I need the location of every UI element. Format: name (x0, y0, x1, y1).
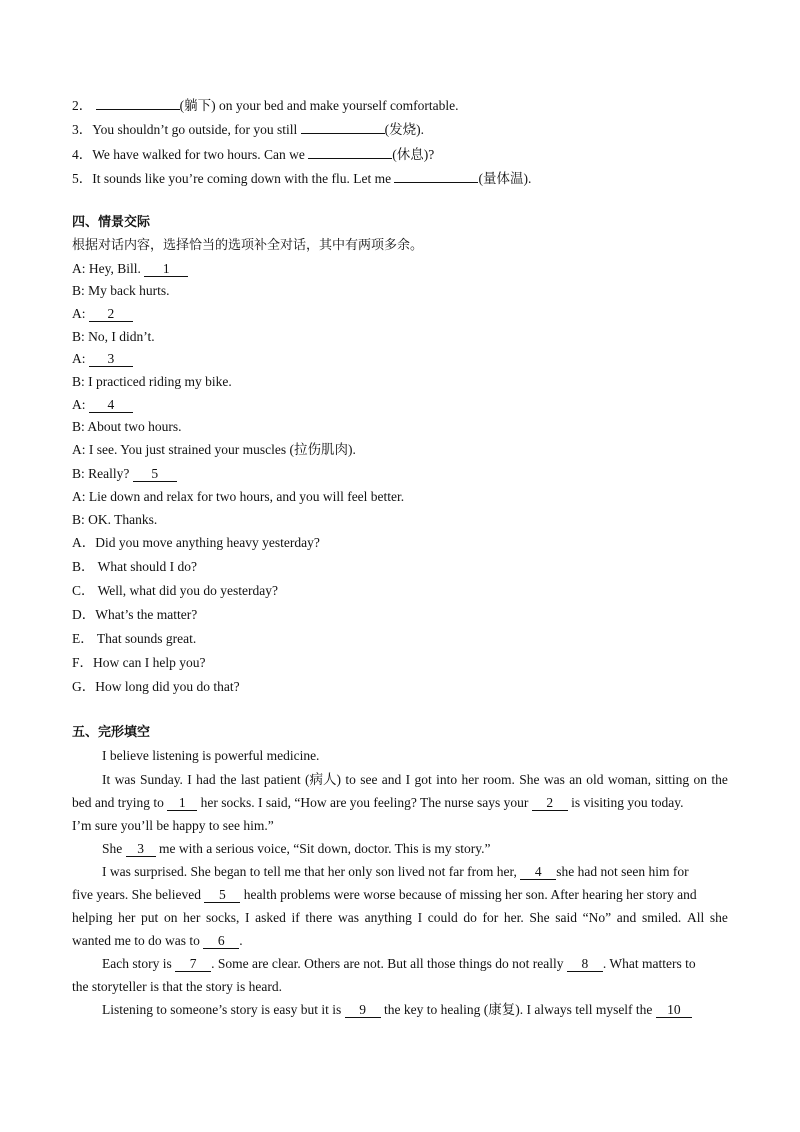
item-hint: (休息)? (392, 147, 435, 162)
word: to (345, 772, 356, 787)
word: could (427, 910, 458, 925)
cloze-blank-10[interactable]: 10 (656, 1003, 692, 1018)
cloze-line-3: She 3 me with a serious voice, “Sit down, doctor. This is my story.” (102, 841, 491, 856)
option-a: A．Did you move anything heavy yesterday? (72, 535, 320, 550)
answer-blank[interactable] (308, 144, 392, 159)
word: I (187, 772, 192, 787)
word: room. (483, 772, 515, 787)
dialogue-blank-4[interactable]: 4 (89, 398, 133, 413)
cloze-blank-3[interactable]: 3 (126, 842, 156, 857)
word: and (616, 910, 637, 925)
word: woman, (607, 772, 652, 787)
vocab-item-2 (72, 95, 459, 115)
word: an (569, 772, 582, 787)
word: anything (364, 910, 412, 925)
cloze-blank-6[interactable]: 6 (203, 934, 239, 949)
cloze-blank-4[interactable]: 4 (520, 865, 556, 880)
word: was (338, 910, 360, 925)
cloze-line-4d: wanted me to do was to 6 . (72, 933, 243, 948)
cloze-blank-1[interactable]: 1 (167, 796, 197, 811)
word: and (381, 772, 402, 787)
dialogue-blank-1[interactable]: 1 (144, 262, 188, 277)
vocab-item-5 (72, 168, 531, 188)
word: smiled. (641, 910, 682, 925)
dialogue-line-12: B: OK. Thanks. (72, 512, 158, 527)
item-number: 2． (72, 98, 93, 113)
word: got (414, 772, 432, 787)
dialogue-line-5: A: 3 (72, 350, 133, 368)
cloze-line-4a: I was surprised. She began to tell me that her only son lived not far from her, 4 she had not seen him for (102, 864, 689, 879)
cloze-blank-2[interactable]: 2 (532, 796, 568, 811)
word: It (102, 772, 111, 787)
vocab-item-4 (72, 144, 434, 164)
word: socks, (205, 910, 240, 925)
word: for (482, 910, 499, 925)
word: her. (503, 910, 524, 925)
dialogue-line-4: B: No, I didn’t. (72, 329, 155, 344)
word: said (555, 910, 578, 925)
section-title-dialogue: 四、情景交际 (72, 215, 151, 230)
cloze-line-2b: bed and trying to 1 her socks. I said, “How are you feeling? The nurse says your 2 is visiting you today. (72, 795, 684, 810)
word: She (529, 910, 550, 925)
dialogue-line-7: A: 4 (72, 396, 133, 414)
word: I (417, 910, 423, 925)
dialogue-line-10: B: Really? 5 (72, 465, 177, 483)
word: last (240, 772, 260, 787)
option-g: G．How long did you do that? (72, 679, 240, 694)
word: asked (255, 910, 286, 925)
cloze-line-5a: Each story is 7 . Some are clear. Others are not. But all those things do not really 8 . What matters to (102, 956, 696, 971)
cloze-blank-8[interactable]: 8 (567, 957, 603, 972)
word: She (519, 772, 540, 787)
cloze-line-2a (102, 771, 728, 789)
option-f: F．How can I help you? (72, 655, 206, 670)
item-hint: (量体温). (478, 171, 532, 186)
option-e: E． That sounds great. (72, 631, 197, 646)
word: do (463, 910, 477, 925)
option-d: D．What’s the matter? (72, 607, 198, 622)
cloze-line-5b: the storyteller is that the story is heard. (72, 979, 282, 994)
word: if (291, 910, 300, 925)
word: was (114, 772, 136, 787)
dialogue-blank-2[interactable]: 2 (89, 307, 133, 322)
word: (病人) (305, 772, 341, 787)
dialogue-blank-3[interactable]: 3 (89, 352, 133, 367)
word: I (244, 910, 250, 925)
word: was (543, 772, 565, 787)
cloze-line-6: Listening to someone’s story is easy but it is 9 the key to healing (康复). I always tell myself the 10 (102, 1001, 692, 1019)
answer-blank[interactable] (96, 95, 180, 110)
cloze-blank-7[interactable]: 7 (175, 957, 211, 972)
item-text: It sounds like you’re coming down with the flu. Let me (92, 171, 392, 186)
dialogue-line-8: B: About two hours. (72, 419, 182, 434)
word: her (183, 910, 201, 925)
vocab-item-3 (72, 119, 424, 139)
item-text: (躺下) on your bed and make yourself comfortable. (179, 98, 459, 113)
word: on (693, 772, 707, 787)
dialogue-line-6: B: I practiced riding my bike. (72, 374, 232, 389)
word: “No” (582, 910, 612, 925)
word: the (219, 772, 237, 787)
cloze-blank-5[interactable]: 5 (204, 888, 240, 903)
item-number: 5． (72, 171, 93, 186)
dialogue-line-11: A: Lie down and relax for two hours, and you will feel better. (72, 489, 405, 504)
word: Sunday. (139, 772, 183, 787)
section-instruction: 根据对话内容，选择恰当的选项补全对话，其中有两项多余。 (72, 238, 424, 253)
cloze-paragraph-1: I believe listening is powerful medicine. (102, 748, 320, 763)
dialogue-line-3: A: 2 (72, 305, 133, 323)
dialogue-line-2: B: My back hurts. (72, 283, 170, 298)
cloze-blank-9[interactable]: 9 (345, 1003, 381, 1018)
item-hint: (发烧). (384, 122, 425, 137)
option-c: C． Well, what did you do yesterday? (72, 583, 279, 598)
word: patient (263, 772, 301, 787)
word: had (196, 772, 216, 787)
item-number: 4． (72, 147, 93, 162)
item-text: We have walked for two hours. Can we (92, 147, 305, 162)
cloze-line-4c (72, 909, 728, 927)
word: put (141, 910, 159, 925)
dialogue-line-9: A: I see. You just strained your muscles (拉伤肌肉). (72, 442, 356, 457)
dialogue-blank-5[interactable]: 5 (133, 467, 177, 482)
item-number: 3． (72, 122, 93, 137)
word: All (686, 910, 705, 925)
word: she (709, 910, 728, 925)
item-text: You shouldn’t go outside, for you still (92, 122, 298, 137)
cloze-line-4b: five years. She believed 5 health problems were worse because of missing her son. After hearing her story and (72, 887, 697, 902)
word: helping (72, 910, 113, 925)
word: into (436, 772, 458, 787)
word: see (360, 772, 378, 787)
option-b: B． What should I do? (72, 559, 197, 574)
cloze-line-2c: I’m sure you’ll be happy to see him.” (72, 818, 274, 833)
word: the (711, 772, 728, 787)
word: her (118, 910, 136, 925)
section-title-cloze: 五、完形填空 (72, 725, 151, 740)
answer-blank[interactable] (394, 168, 478, 183)
word: her (461, 772, 479, 787)
word: I (405, 772, 411, 787)
word: on (163, 910, 178, 925)
answer-blank[interactable] (301, 119, 385, 134)
dialogue-line-1: A: Hey, Bill. 1 (72, 260, 188, 278)
word: sitting (655, 772, 690, 787)
word: there (305, 910, 333, 925)
word: old (586, 772, 604, 787)
